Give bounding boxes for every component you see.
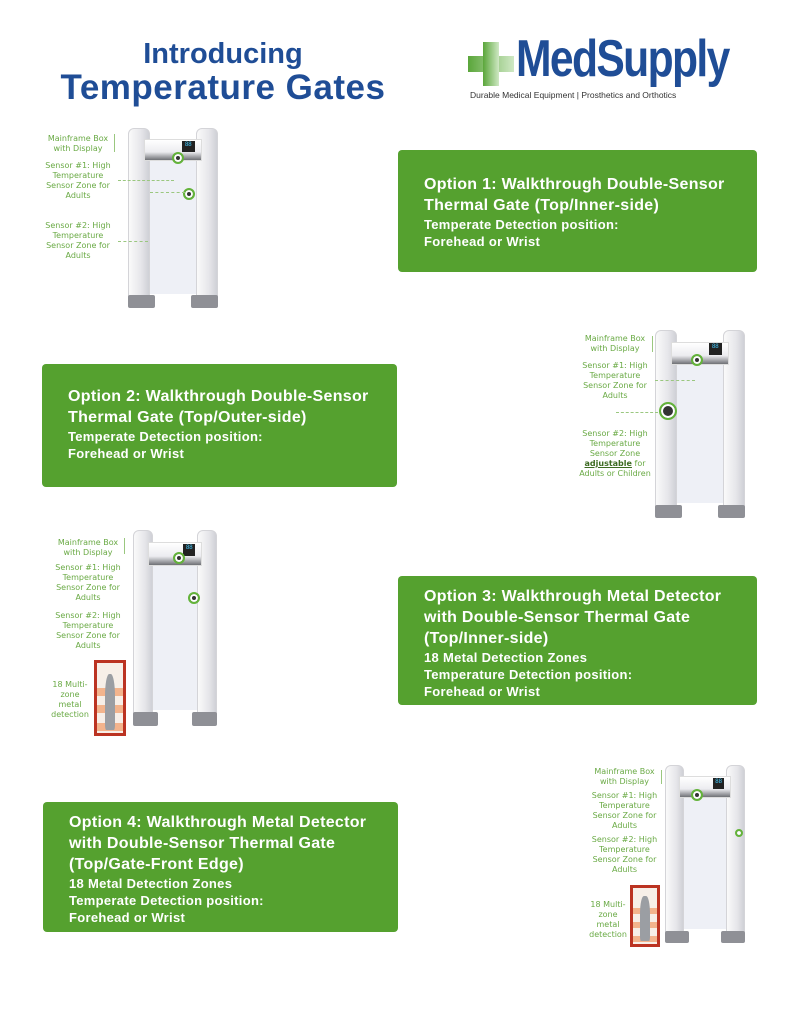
label-mainframe: Mainframe Box with Display [57, 538, 119, 557]
option-detail: Forehead or Wrist [68, 446, 185, 461]
sensor-icon [172, 152, 184, 164]
option-title: Option 2: Walkthrough Double-Sensor [68, 388, 369, 405]
label-metal-detection: 18 Multi-zone metal detection [589, 900, 627, 939]
gate-display: 88 [709, 343, 722, 355]
sensor-icon [188, 592, 200, 604]
option-detail: Temperature Detection position: [424, 667, 633, 682]
label-mainframe: Mainframe Box with Display [584, 334, 646, 353]
option-detail: Forehead or Wrist [424, 234, 541, 249]
option-1-box [398, 150, 757, 272]
option-detail: Forehead or Wrist [69, 910, 186, 925]
option-detail: Forehead or Wrist [424, 684, 541, 699]
gate-display: 88 [182, 141, 195, 152]
title-line-2: Temperature Gates [60, 68, 386, 107]
sensor-icon [183, 188, 195, 200]
title-line-1: Introducing [143, 38, 303, 70]
sensor-icon [735, 829, 743, 837]
option-title: Thermal Gate (Top/Inner-side) [424, 197, 660, 214]
label-sensor-2: Sensor #2: High Temperature Sensor Zone for Adults [591, 835, 658, 874]
gate-image-4 [665, 765, 745, 947]
option-detail: Temperate Detection position: [424, 217, 619, 232]
logo-name: MedSupply [516, 30, 729, 88]
sensor-icon [691, 789, 703, 801]
option-title: Option 1: Walkthrough Double-Sensor [424, 176, 725, 193]
label-mainframe: Mainframe Box with Display [594, 767, 655, 786]
label-metal-detection: 18 Multi-zone metal detection [51, 680, 89, 719]
option-detail: Temperate Detection position: [69, 893, 264, 908]
option-title: (Top/Inner-side) [424, 630, 549, 647]
sensor-icon [659, 402, 677, 420]
option-2-box [42, 364, 397, 487]
option-3-box [398, 576, 757, 705]
cross-icon-vertical [483, 42, 499, 86]
metal-zone-image [94, 660, 126, 736]
label-sensor-1: Sensor #1: High Temperature Sensor Zone for Adults [582, 361, 648, 400]
option-detail: 18 Metal Detection Zones [424, 650, 588, 665]
label-mainframe: Mainframe Box with Display [47, 134, 109, 153]
gate-display: 88 [183, 544, 195, 556]
label-sensor-2: Sensor #2: High Temperature Sensor Zone for Adults [45, 221, 111, 260]
label-sensor-1: Sensor #1: High Temperature Sensor Zone for Adults [591, 791, 658, 830]
label-sensor-1: Sensor #1: High Temperature Sensor Zone for Adults [55, 563, 121, 602]
medsupply-logo [468, 30, 758, 104]
option-title: with Double-Sensor Thermal Gate [69, 835, 336, 852]
gate-image-2 [655, 330, 745, 522]
option-title: with Double-Sensor Thermal Gate [424, 609, 691, 626]
metal-zone-image [630, 885, 660, 947]
sensor-icon [173, 552, 185, 564]
gate-image-3 [133, 530, 217, 730]
option-title: Option 4: Walkthrough Metal Detector [69, 814, 367, 831]
gate-display: 88 [713, 778, 724, 789]
option-4-box [43, 802, 398, 932]
label-sensor-2: Sensor #2: High Temperature Sensor Zone adjustable for Adults or Children [579, 429, 651, 478]
option-title: (Top/Gate-Front Edge) [69, 856, 244, 873]
logo-tagline: Durable Medical Equipment | Prosthetics and Orthotics [470, 90, 677, 100]
gate-image-1 [128, 128, 218, 312]
option-detail: 18 Metal Detection Zones [69, 876, 233, 891]
sensor-icon [691, 354, 703, 366]
option-title: Thermal Gate (Top/Outer-side) [68, 409, 307, 426]
label-sensor-2: Sensor #2: High Temperature Sensor Zone for Adults [55, 611, 121, 650]
option-title: Option 3: Walkthrough Metal Detector [424, 588, 722, 605]
option-detail: Temperate Detection position: [68, 429, 263, 444]
label-sensor-1: Sensor #1: High Temperature Sensor Zone for Adults [45, 161, 111, 200]
